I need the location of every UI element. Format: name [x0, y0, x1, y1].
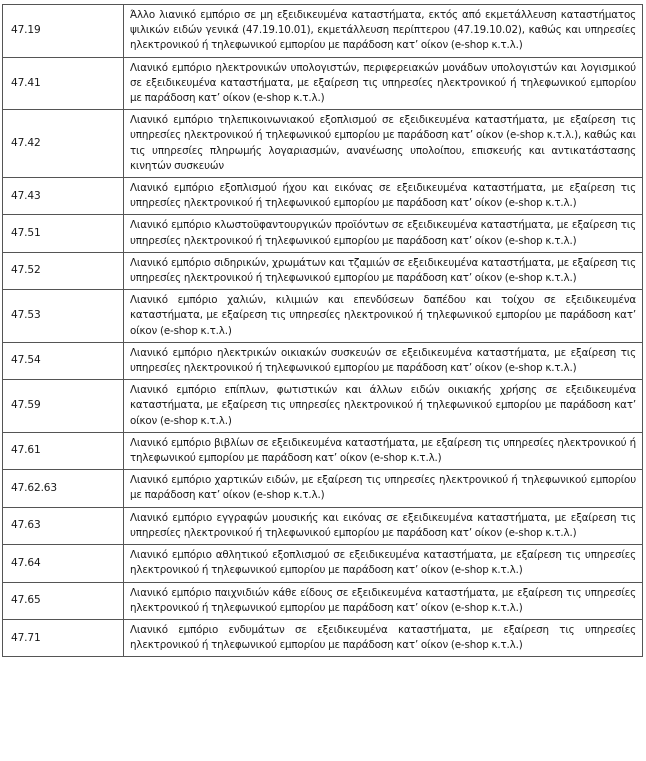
table-row [3, 110, 643, 178]
table-row [3, 342, 643, 379]
activity-code: 47.41 [3, 57, 124, 110]
activity-code: 47.52 [3, 252, 124, 289]
table-row [3, 178, 643, 215]
activity-description: Λιανικό εμπόριο τηλεπικοινωνιακού εξοπλισμού σε εξειδικευμένα καταστήματα, με εξαίρεση τις υπηρεσίες ηλεκτρονικού ή τηλεφωνικού εμπορίου με παράδοση κατ’ οίκον (e-shop κ.τ.λ.), καθώς και τις υπηρεσίες πληρωμής λογαριασμών, ανανέωσης υπολοίπου, επισκευής και αντικατάστασης κινητών συσκευών [124, 110, 643, 178]
table-row [3, 545, 643, 582]
activity-description: Λιανικό εμπόριο αθλητικού εξοπλισμού σε εξειδικευμένα καταστήματα, με εξαίρεση τις υπηρεσίες ηλεκτρονικού ή τηλεφωνικού εμπορίου με παράδοση κατ’ οίκον (e-shop κ.τ.λ.) [124, 545, 643, 582]
activity-code: 47.63 [3, 507, 124, 544]
activity-code: 47.65 [3, 582, 124, 619]
table-row [3, 5, 643, 58]
activity-code: 47.59 [3, 380, 124, 433]
activity-code: 47.19 [3, 5, 124, 58]
table-row [3, 582, 643, 619]
table-row [3, 619, 643, 656]
activity-description: Λιανικό εμπόριο παιχνιδιών κάθε είδους σε εξειδικευμένα καταστήματα, με εξαίρεση τις υπηρεσίες ηλεκτρονικού ή τηλεφωνικού εμπορίου με παράδοση κατ’ οίκον (e-shop κ.τ.λ.) [124, 582, 643, 619]
activity-description: Λιανικό εμπόριο επίπλων, φωτιστικών και άλλων ειδών οικιακής χρήσης σε εξειδικευμένα καταστήματα, με εξαίρεση τις υπηρεσίες ηλεκτρονικού ή τηλεφωνικού εμπορίου με παράδοση κατ’ οίκον (e-shop κ.τ.λ.) [124, 380, 643, 433]
table-row [3, 380, 643, 433]
document-page [2, 4, 643, 657]
activity-description: Λιανικό εμπόριο εγγραφών μουσικής και εικόνας σε εξειδικευμένα καταστήματα, με εξαίρεση τις υπηρεσίες ηλεκτρονικού ή τηλεφωνικού εμπορίου με παράδοση κατ’ οίκον (e-shop κ.τ.λ.) [124, 507, 643, 544]
activity-description: Λιανικό εμπόριο κλωστοϋφαντουργικών προϊόντων σε εξειδικευμένα καταστήματα, με εξαίρεση τις υπηρεσίες ηλεκτρονικού ή τηλεφωνικού εμπορίου με παράδοση κατ’ οίκον (e-shop κ.τ.λ.) [124, 215, 643, 252]
activity-code: 47.42 [3, 110, 124, 178]
table-row [3, 432, 643, 469]
activity-description: Λιανικό εμπόριο βιβλίων σε εξειδικευμένα καταστήματα, με εξαίρεση τις υπηρεσίες ηλεκτρονικού ή τηλεφωνικού εμπορίου με παράδοση κατ’ οίκον (e-shop κ.τ.λ.) [124, 432, 643, 469]
activity-codes-table [2, 4, 643, 657]
table-row [3, 215, 643, 252]
table-row [3, 507, 643, 544]
activity-code: 47.43 [3, 178, 124, 215]
activity-description: Λιανικό εμπόριο ηλεκτρονικών υπολογιστών, περιφερειακών μονάδων υπολογιστών και λογισμικού σε εξειδικευμένα καταστήματα, με εξαίρεση τις υπηρεσίες ηλεκτρονικού ή τηλεφωνικού εμπορίου με παράδοση κατ’ οίκον (e-shop κ.τ.λ.) [124, 57, 643, 110]
activity-code: 47.71 [3, 619, 124, 656]
activity-code: 47.62.63 [3, 470, 124, 507]
table-row [3, 252, 643, 289]
table-row [3, 57, 643, 110]
activity-description: Λιανικό εμπόριο χαλιών, κιλιμιών και επενδύσεων δαπέδου και τοίχου σε εξειδικευμένα καταστήματα, με εξαίρεση τις υπηρεσίες ηλεκτρονικού ή τηλεφωνικού εμπορίου με παράδοση κατ’ οίκον (e-shop κ.τ.λ.) [124, 290, 643, 343]
table-row [3, 470, 643, 507]
activity-description: Λιανικό εμπόριο ενδυμάτων σε εξειδικευμένα καταστήματα, με εξαίρεση τις υπηρεσίες ηλεκτρονικού ή τηλεφωνικού εμπορίου με παράδοση κατ’ οίκον (e-shop κ.τ.λ.) [124, 619, 643, 656]
activity-description: Λιανικό εμπόριο εξοπλισμού ήχου και εικόνας σε εξειδικευμένα καταστήματα, με εξαίρεση τις υπηρεσίες ηλεκτρονικού ή τηλεφωνικού εμπορίου με παράδοση κατ’ οίκον (e-shop κ.τ.λ.) [124, 178, 643, 215]
activity-code: 47.61 [3, 432, 124, 469]
activity-description: Λιανικό εμπόριο χαρτικών ειδών, με εξαίρεση τις υπηρεσίες ηλεκτρονικού ή τηλεφωνικού εμπορίου με παράδοση κατ’ οίκον (e-shop κ.τ.λ.) [124, 470, 643, 507]
activity-description: Λιανικό εμπόριο ηλεκτρικών οικιακών συσκευών σε εξειδικευμένα καταστήματα, με εξαίρεση τις υπηρεσίες ηλεκτρονικού ή τηλεφωνικού εμπορίου με παράδοση κατ’ οίκον (e-shop κ.τ.λ.) [124, 342, 643, 379]
activity-code: 47.53 [3, 290, 124, 343]
activity-code: 47.64 [3, 545, 124, 582]
activity-description: Λιανικό εμπόριο σιδηρικών, χρωμάτων και τζαμιών σε εξειδικευμένα καταστήματα, με εξαίρεση τις υπηρεσίες ηλεκτρονικού ή τηλεφωνικού εμπορίου με παράδοση κατ’ οίκον (e-shop κ.τ.λ.) [124, 252, 643, 289]
table-row [3, 290, 643, 343]
activity-code: 47.51 [3, 215, 124, 252]
activity-code: 47.54 [3, 342, 124, 379]
activity-description: Άλλο λιανικό εμπόριο σε μη εξειδικευμένα καταστήματα, εκτός από εκμετάλλευση καταστήματος ψιλικών ειδών γενικά (47.19.10.01), εκμετάλλευση περίπτερου (47.19.10.02), καθώς και υπηρεσίες ηλεκτρονικού ή τηλεφωνικού εμπορίου με παράδοση κατ’ οίκον (e-shop κ.τ.λ.) [124, 5, 643, 58]
